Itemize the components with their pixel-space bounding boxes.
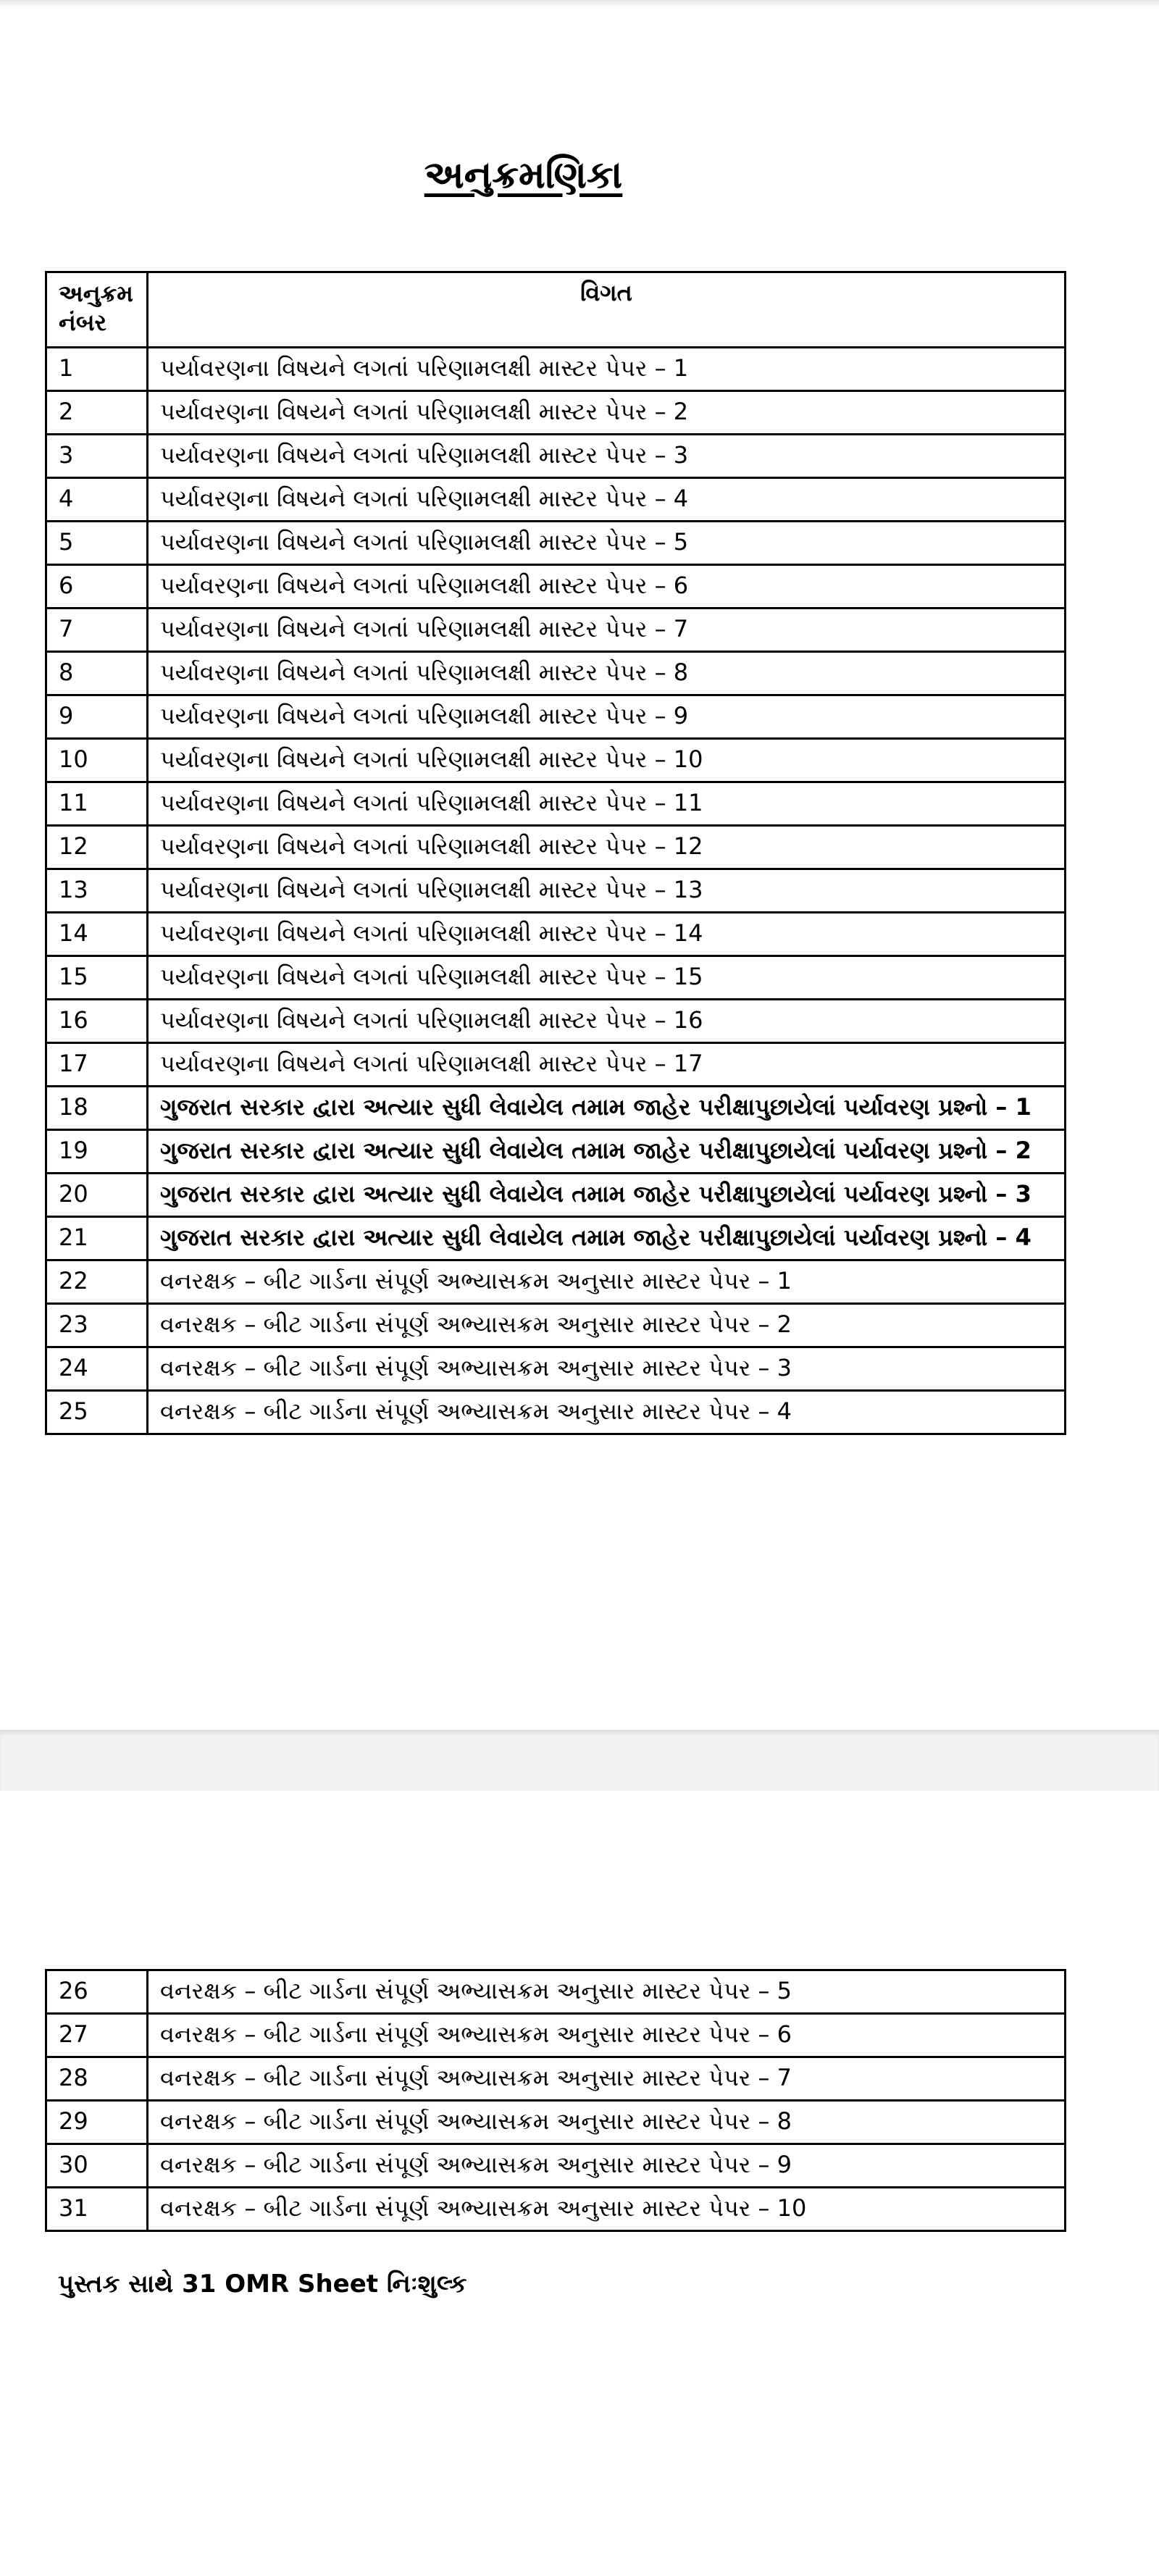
row-detail: પર્યાવરણના વિષયને લગતાં પરિણામલક્ષી માસ્ટર પેપર – 3 [148,435,1066,478]
table-row [46,478,1066,522]
row-number: 10 [46,739,148,782]
row-number: 11 [46,782,148,826]
table-row [46,826,1066,869]
row-number: 26 [46,1970,148,2014]
row-detail: પર્યાવરણના વિષયને લગતાં પરિણામલક્ષી માસ્ટર પેપર – 13 [148,869,1066,913]
row-detail: પર્યાવરણના વિષયને લગતાં પરિણામલક્ષી માસ્ટર પેપર – 5 [148,522,1066,565]
row-detail: પર્યાવરણના વિષયને લગતાં પરિણામલક્ષી માસ્ટર પેપર – 12 [148,826,1066,869]
row-detail: વનરક્ષક – બીટ ગાર્ડના સંપૂર્ણ અભ્યાસક્રમ અનુસાર માસ્ટર પેપર – 2 [148,1304,1066,1347]
document-page-1[interactable] [0,7,1159,1730]
row-detail: પર્યાવરણના વિષયને લગતાં પરિણામલક્ષી માસ્ટર પેપર – 7 [148,609,1066,652]
row-number: 15 [46,956,148,1000]
table-row [46,522,1066,565]
table-row [46,2101,1066,2144]
row-detail: વનરક્ષક – બીટ ગાર્ડના સંપૂર્ણ અભ્યાસક્રમ અનુસાર માસ્ટર પેપર – 9 [148,2144,1066,2188]
row-number: 6 [46,565,148,609]
row-detail: પર્યાવરણના વિષયને લગતાં પરિણામલક્ષી માસ્ટર પેપર – 9 [148,695,1066,739]
row-number: 3 [46,435,148,478]
table-row [46,435,1066,478]
row-number: 17 [46,1043,148,1087]
row-number: 5 [46,522,148,565]
table-row [46,609,1066,652]
row-detail: વનરક્ષક – બીટ ગાર્ડના સંપૂર્ણ અભ્યાસક્રમ અનુસાર માસ્ટર પેપર – 6 [148,2014,1066,2057]
table-row [46,956,1066,1000]
header-detail: વિગત [148,272,1066,348]
table-row [46,1217,1066,1260]
row-detail: પર્યાવરણના વિષયને લગતાં પરિણામલક્ષી માસ્ટર પેપર – 17 [148,1043,1066,1087]
table-row [46,739,1066,782]
table-row [46,2188,1066,2231]
row-detail: પર્યાવરણના વિષયને લગતાં પરિણામલક્ષી માસ્ટર પેપર – 8 [148,652,1066,695]
table-row [46,1304,1066,1347]
table-row [46,1000,1066,1043]
table-row [46,1043,1066,1087]
row-number: 22 [46,1260,148,1304]
table-row [46,1087,1066,1130]
page-separator [0,1730,1159,1792]
row-detail: પર્યાવરણના વિષયને લગતાં પરિણામલક્ષી માસ્ટર પેપર – 10 [148,739,1066,782]
table-row [46,913,1066,956]
row-number: 2 [46,391,148,435]
row-number: 23 [46,1304,148,1347]
row-detail: પર્યાવરણના વિષયને લગતાં પરિણામલક્ષી માસ્ટર પેપર – 11 [148,782,1066,826]
table-row [46,652,1066,695]
table-row [46,348,1066,391]
table-row [46,1391,1066,1434]
page-title: અનુક્રમણિકા [424,154,623,197]
index-table-continued [45,1969,1066,2232]
row-detail: પર્યાવરણના વિષયને લગતાં પરિણામલક્ષી માસ્ટર પેપર – 15 [148,956,1066,1000]
row-number: 29 [46,2101,148,2144]
table-row [46,2057,1066,2101]
row-detail: પર્યાવરણના વિષયને લગતાં પરિણામલક્ષી માસ્ટર પેપર – 14 [148,913,1066,956]
row-number: 25 [46,1391,148,1434]
table-row [46,2014,1066,2057]
row-number: 24 [46,1347,148,1391]
table-row [46,1174,1066,1217]
table-row [46,1970,1066,2014]
row-number: 27 [46,2014,148,2057]
row-number: 4 [46,478,148,522]
index-table [45,271,1066,1435]
row-detail: પર્યાવરણના વિષયને લગતાં પરિણામલક્ષી માસ્ટર પેપર – 1 [148,348,1066,391]
table-row [46,391,1066,435]
table-row [46,695,1066,739]
row-number: 1 [46,348,148,391]
row-detail: વનરક્ષક – બીટ ગાર્ડના સંપૂર્ણ અભ્યાસક્રમ અનુસાર માસ્ટર પેપર – 4 [148,1391,1066,1434]
row-detail: ગુજરાત સરકાર દ્વારા અત્યાર સુધી લેવાયેલ તમામ જાહેર પરીક્ષાપુછાયેલાં પર્યાવરણ પ્રશ્નો – 2 [148,1130,1066,1174]
document-page-2[interactable] [0,1791,1159,2576]
row-detail: પર્યાવરણના વિષયને લગતાં પરિણામલક્ષી માસ્ટર પેપર – 16 [148,1000,1066,1043]
row-detail: વનરક્ષક – બીટ ગાર્ડના સંપૂર્ણ અભ્યાસક્રમ અનુસાર માસ્ટર પેપર – 1 [148,1260,1066,1304]
row-number: 9 [46,695,148,739]
row-detail: પર્યાવરણના વિષયને લગતાં પરિણામલક્ષી માસ્ટર પેપર – 6 [148,565,1066,609]
table-row [46,565,1066,609]
row-detail: વનરક્ષક – બીટ ગાર્ડના સંપૂર્ણ અભ્યાસક્રમ અનુસાર માસ્ટર પેપર – 8 [148,2101,1066,2144]
row-number: 30 [46,2144,148,2188]
table-row [46,1347,1066,1391]
row-detail: વનરક્ષક – બીટ ગાર્ડના સંપૂર્ણ અભ્યાસક્રમ અનુસાર માસ્ટર પેપર – 10 [148,2188,1066,2231]
viewer-top-shadow [0,0,1159,7]
row-number: 13 [46,869,148,913]
row-number: 28 [46,2057,148,2101]
row-detail: વનરક્ષક – બીટ ગાર્ડના સંપૂર્ણ અભ્યાસક્રમ અનુસાર માસ્ટર પેપર – 5 [148,1970,1066,2014]
row-detail: ગુજરાત સરકાર દ્વારા અત્યાર સુધી લેવાયેલ તમામ જાહેર પરીક્ષાપુછાયેલાં પર્યાવરણ પ્રશ્નો – 4 [148,1217,1066,1260]
footnote: પુસ્તક સાથે 31 OMR Sheet નિઃશુલ્ક [58,2270,467,2299]
row-number: 8 [46,652,148,695]
row-number: 16 [46,1000,148,1043]
row-number: 7 [46,609,148,652]
row-detail: ગુજરાત સરકાર દ્વારા અત્યાર સુધી લેવાયેલ તમામ જાહેર પરીક્ષાપુછાયેલાં પર્યાવરણ પ્રશ્નો – 1 [148,1087,1066,1130]
row-number: 21 [46,1217,148,1260]
row-number: 12 [46,826,148,869]
table-row [46,2144,1066,2188]
row-detail: વનરક્ષક – બીટ ગાર્ડના સંપૂર્ણ અભ્યાસક્રમ અનુસાર માસ્ટર પેપર – 7 [148,2057,1066,2101]
row-number: 18 [46,1087,148,1130]
table-row [46,1130,1066,1174]
row-detail: ગુજરાત સરકાર દ્વારા અત્યાર સુધી લેવાયેલ તમામ જાહેર પરીક્ષાપુછાયેલાં પર્યાવરણ પ્રશ્નો – 3 [148,1174,1066,1217]
table-row [46,1260,1066,1304]
header-number: અનુક્રમ નંબર [46,272,148,348]
row-detail: પર્યાવરણના વિષયને લગતાં પરિણામલક્ષી માસ્ટર પેપર – 2 [148,391,1066,435]
table-header-row [46,272,1066,348]
row-detail: વનરક્ષક – બીટ ગાર્ડના સંપૂર્ણ અભ્યાસક્રમ અનુસાર માસ્ટર પેપર – 3 [148,1347,1066,1391]
row-detail: પર્યાવરણના વિષયને લગતાં પરિણામલક્ષી માસ્ટર પેપર – 4 [148,478,1066,522]
row-number: 20 [46,1174,148,1217]
table-row [46,782,1066,826]
table-row [46,869,1066,913]
row-number: 14 [46,913,148,956]
row-number: 19 [46,1130,148,1174]
row-number: 31 [46,2188,148,2231]
